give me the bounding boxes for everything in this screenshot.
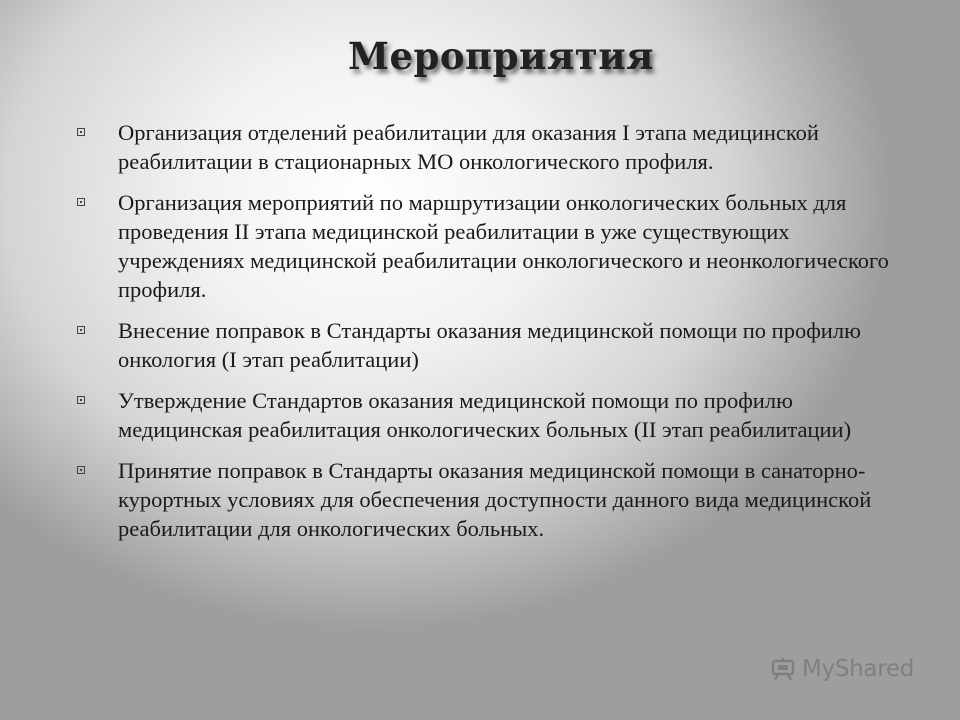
watermark: [770, 656, 914, 682]
square-bullet-icon: [77, 128, 85, 136]
bullet-list: [72, 118, 892, 555]
watermark-text: MyShared: [802, 656, 915, 682]
square-bullet-icon: [77, 396, 85, 404]
bullet-item: [72, 188, 892, 304]
bullet-text: Организация мероприятий по маршрутизации онкологических больных для проведения II этапа медицинской реабилитации в уже существующих учреждениях медицинской реабилитации онкологического и неонкологического профиля.: [118, 190, 889, 302]
bullet-text: Утверждение Стандартов оказания медицинской помощи по профилю медицинская реабилитация онкологических больных (II этап реабилитации): [118, 388, 852, 442]
bullet-item: [72, 386, 892, 444]
square-bullet-icon: [77, 198, 85, 206]
square-bullet-icon: [77, 466, 85, 474]
myshared-logo-icon: [770, 657, 796, 681]
bullet-text: Принятие поправок в Стандарты оказания медицинской помощи в санаторно-курортных условиях для обеспечения доступности данного вида медицинской реабилитации для онкологических больных.: [118, 458, 872, 541]
slide-title: Мероприятия: [348, 34, 654, 78]
bullet-item: [72, 456, 892, 543]
bullet-item: [72, 316, 892, 374]
bullet-text: Организация отделений реабилитации для оказания I этапа медицинской реабилитации в стационарных МО онкологического профиля.: [118, 120, 819, 174]
square-bullet-icon: [77, 326, 85, 334]
bullet-text: Внесение поправок в Стандарты оказания медицинской помощи по профилю онкология (I этап реаблитации): [118, 318, 861, 372]
bullet-item: [72, 118, 892, 176]
